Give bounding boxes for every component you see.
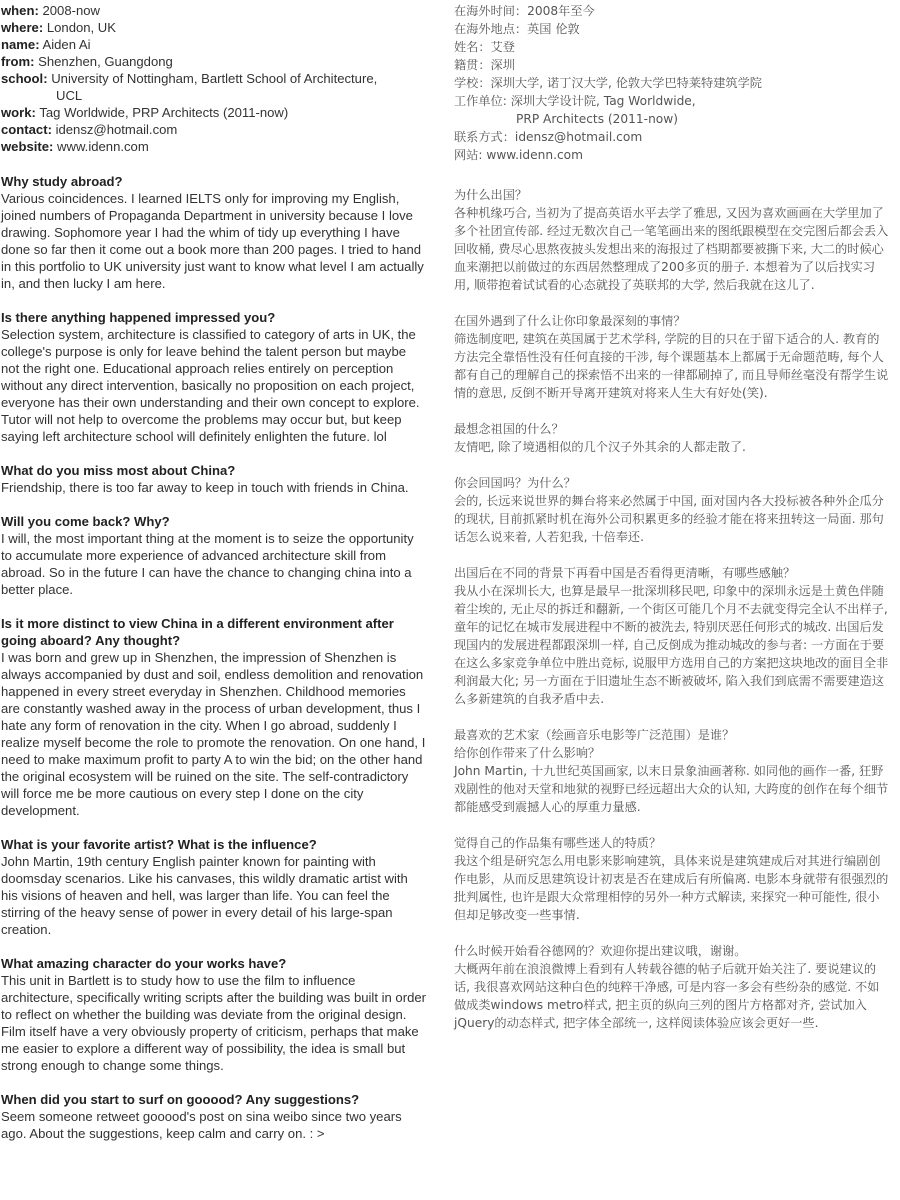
info-row-zh-work-cont: PRP Architects (2011-now) xyxy=(516,112,678,126)
qa-zh-works-character xyxy=(454,834,890,924)
question: Why study abroad? xyxy=(1,174,123,189)
qa-en-come-back xyxy=(1,513,426,598)
question: 在国外遇到了什么让你印象最深刻的事情？ xyxy=(454,314,686,328)
qa-en-miss-china xyxy=(1,462,426,496)
qa-zh-favorite-artist xyxy=(454,726,890,816)
contact-email: idensz@hotmail.com xyxy=(55,122,178,137)
info-row-website xyxy=(1,138,426,155)
qa-zh-impressed xyxy=(454,312,890,402)
info-row-zh-contact: 联系方式：idensz@hotmail.com xyxy=(454,130,643,144)
question: What is your favorite artist? What is the influence? xyxy=(1,837,317,852)
question: When did you start to surf on gooood? Any suggestions? xyxy=(1,1092,360,1107)
answer: 友情吧, 除了境遇相似的几个汉子外其余的人都走散了. xyxy=(454,440,746,454)
qa-zh-gooood xyxy=(454,942,890,1032)
website-link: www.idenn.com xyxy=(57,139,149,154)
info-row-zh-origin: 籍贯：深圳 xyxy=(454,58,515,72)
question: 出国后在不同的背景下再看中国是否看得更清晰，有哪些感触？ xyxy=(454,566,796,580)
info-row-zh-school: 学校：深圳大学, 诺丁汉大学, 伦敦大学巴特莱特建筑学院 xyxy=(454,76,762,90)
info-row-zh-website: 网站: www.idenn.com xyxy=(454,148,583,162)
answer: 大概两年前在浪浪微博上看到有人转载谷德的帖子后就开始关注了. 要说建议的话, 我很喜欢网站这种白色的纯粹干净感, 可是内容一多会有些纷杂的感觉. 不如做成类windows metro样式, 把主页的纵向三列的图片方格都对齐, 尝试加入jQuery的动态样式, 把字体全部统一, 这样阅读体验应该会更好一些. xyxy=(454,962,880,1030)
qa-zh-come-back xyxy=(454,474,890,546)
qa-en-works-character xyxy=(1,955,426,1074)
info-label: where: xyxy=(1,20,44,35)
info-block-zh xyxy=(454,2,890,164)
answer: John Martin, 19th century English painter known for painting with doomsday scenarios. Like his canvases, this wildly dramatic artist with his visions of heaven and hell, was larger than life. You can feel the stirring of the heavy sense of power in every detail of his large-span creation. xyxy=(1,854,408,937)
question: 觉得自己的作品集有哪些迷人的特质？ xyxy=(454,836,662,850)
answer: This unit in Bartlett is to study how to use the film to influence architecture, specifically writing scripts after the building was built in order to reflect on whether the building was deviate from the original design. Film itself have a very obviously property of criticism, perhaps that make me easier to explore a different way of possibility, the idea is small but strong enough to change some things. xyxy=(1,973,427,1073)
info-label: work: xyxy=(1,105,36,120)
question: Is it more distinct to view China in a different environment after going aboard? Any thought? xyxy=(1,616,394,648)
question: 最想念祖国的什么？ xyxy=(454,422,564,436)
answer: John Martin, 十九世纪英国画家, 以末日景象油画著称. 如同他的画作一番, 狂野戏剧性的他对天堂和地狱的视野已经远超出大众的认知, 大跨度的创作在每个细节都能感受到震撼人心的厚重力量感. xyxy=(454,764,889,814)
info-value: Shenzhen, Guangdong xyxy=(38,54,173,69)
answer: I will, the most important thing at the moment is to seize the opportunity to accumulate more experience of advanced architecture skill from abroad. So in the future I can have the chance to changing china into a better place. xyxy=(1,531,414,597)
info-label: when: xyxy=(1,3,39,18)
question: 最喜欢的艺术家（绘画音乐电影等广泛范围）是谁？ 给你创作带来了什么影响？ xyxy=(454,728,735,760)
qa-en-why-abroad xyxy=(1,173,426,292)
answer: 我这个组是研究怎么用电影来影响建筑，具体来说是建筑建成后对其进行编剧创作电影，从而反思建筑设计初衷是否在建成后有所偏离. 电影本身就带有很强烈的批判属性, 也许是跟大众常理相悖的另外一种方式解读, 来探究一种可能性, 很小但却足够改变一些事情. xyxy=(454,854,889,922)
question: What do you miss most about China? xyxy=(1,463,236,478)
info-row-from xyxy=(1,53,426,70)
answer: 会的, 长远来说世界的舞台将来必然属于中国, 面对国内各大投标被各种外企瓜分的现状, 目前抓紧时机在海外公司积累更多的经验才能在将来扭转这一局面. 那句话怎么说来着, 人若犯我, 十倍奉还. xyxy=(454,494,884,544)
question: What amazing character do your works have? xyxy=(1,956,287,971)
info-row-where xyxy=(1,19,426,36)
answer: 筛选制度吧, 建筑在英国属于艺术学科, 学院的目的只在于留下适合的人. 教育的方法完全靠悟性没有任何直接的干涉, 每个课题基本上都属于无命题范畴, 每个人都有自己的理解自己的探索悟不出来的一律都刷掉了, 而且导师丝毫没有帮学生说情的意思, 反倒不断开导离开建筑对将来人生大有好处(笑). xyxy=(454,332,889,400)
info-label: school: xyxy=(1,71,48,86)
english-column xyxy=(1,2,426,1142)
info-value: 2008-now xyxy=(42,3,100,18)
question: 什么时候开始看谷德网的？欢迎你提出建议哦，谢谢。 xyxy=(454,944,747,958)
info-label: name: xyxy=(1,37,40,52)
info-value: Aiden Ai xyxy=(42,37,91,52)
question: 你会回国吗？为什么？ xyxy=(454,476,576,490)
info-value: University of Nottingham, Bartlett School of Architecture, xyxy=(51,71,378,86)
answer: Various coincidences. I learned IELTS only for improving my English, joined numbers of Propaganda Department in university because I love drawing. Sophomore year I had the whim of tidy up everything I have done so far then it come out a book more than 200 pages. I tried to hand in this portfolio to UK university just want to know what level I am actually in, and then lucky I am here. xyxy=(1,191,424,291)
answer: Friendship, there is too far away to keep in touch with friends in China. xyxy=(1,480,409,495)
info-value: London, UK xyxy=(46,20,117,35)
info-row-when xyxy=(1,2,426,19)
qa-en-view-china xyxy=(1,615,426,819)
info-row-school-cont: UCL xyxy=(56,88,83,103)
info-label: contact: xyxy=(1,122,52,137)
info-block-en xyxy=(1,2,426,155)
qa-zh-why-abroad xyxy=(454,186,890,294)
answer: I was born and grew up in Shenzhen, the impression of Shenzhen is always accompanied by dust and soil, endless demolition and renovation happened in every street everyday in Shenzhen. Childhood memories are constantly washed away in the process of urban development, thus I hate any form of renovation in the city. When I go abroad, suddenly I realize myself become the role to promote the renovation. On one hand, I need to make maximum profit to party A to win the bid; on the other hand the original ecosystem will be ruined on the site. The self-contradictory will force me be more cautious on every step I done on the city development. xyxy=(1,650,426,818)
qa-zh-miss-china xyxy=(454,420,890,456)
chinese-column xyxy=(454,2,890,1032)
info-row-zh-where: 在海外地点：英国 伦敦 xyxy=(454,22,580,36)
info-value: Tag Worldwide, PRP Architects (2011-now) xyxy=(39,105,289,120)
qa-en-gooood xyxy=(1,1091,426,1142)
info-row-work xyxy=(1,104,426,121)
question: Will you come back? Why? xyxy=(1,514,170,529)
question: Is there anything happened impressed you? xyxy=(1,310,276,325)
info-row-contact xyxy=(1,121,426,138)
info-row-name xyxy=(1,36,426,53)
info-label: from: xyxy=(1,54,35,69)
info-row-school xyxy=(1,70,426,87)
answer: 各种机缘巧合, 当初为了提高英语水平去学了雅思, 又因为喜欢画画在大学里加了多个社团宣传部. 经过无数次自己一笔笔画出来的图纸跟模型在交完图后都会丢入回收桶, 费尽心思熬夜披头发想出来的海报过了档期都要被撕下来, 大二的时候心血来潮把以前做过的东西居然整理成了200多页的册子. 本想着为了以后找实习用, 顺带抱着试试看的心态就投了英联邦的大学, 然后我就在这儿了. xyxy=(454,206,889,292)
answer: 我从小在深圳长大, 也算是最早一批深圳移民吧, 印象中的深圳永远是土黄色伴随着尘埃的, 无止尽的拆迁和翻新, 一个街区可能几个月不去就变得完全认不出样子, 童年的记忆在城市发展进程中不断的被洗去, 特别厌恶任何形式的城改. 出国后发现国内的发展进程都跟深圳一样, 自己反倒成为推动城改的参与者: 一方面在于要在这么多家竞争单位中胜出竞标, 说服甲方选用自己的方案把这块地改的面目全非利润最大化; 另一方面在于旧遗址生态不断被破坏, 陷入我们到底需不需要建造这么多新建筑的自我矛盾中去. xyxy=(454,584,889,706)
info-row-zh-work: 工作单位: 深圳大学设计院, Tag Worldwide, xyxy=(454,94,696,108)
info-row-zh-when: 在海外时间：2008年至今 xyxy=(454,4,595,18)
answer: Seem someone retweet gooood's post on sina weibo since two years ago. About the suggestions, keep calm and carry on. : > xyxy=(1,1109,402,1141)
question: 为什么出国？ xyxy=(454,188,528,202)
answer: Selection system, architecture is classified to category of arts in UK, the college's purpose is only for leave behind the talent person but maybe not the right one. Educational approach relies entirely on perception without any direct intervention, basically no proposition on each project, everyone has their own understanding and their own concept to explore. Tutor will not help to overcome the problems may occur but, but keep saying left architecture school will definitely enlighten the future. lol xyxy=(1,327,420,444)
info-row-zh-name: 姓名：艾登 xyxy=(454,40,515,54)
qa-zh-view-china xyxy=(454,564,890,708)
info-label: website: xyxy=(1,139,54,154)
qa-en-impressed xyxy=(1,309,426,445)
qa-en-favorite-artist xyxy=(1,836,426,938)
